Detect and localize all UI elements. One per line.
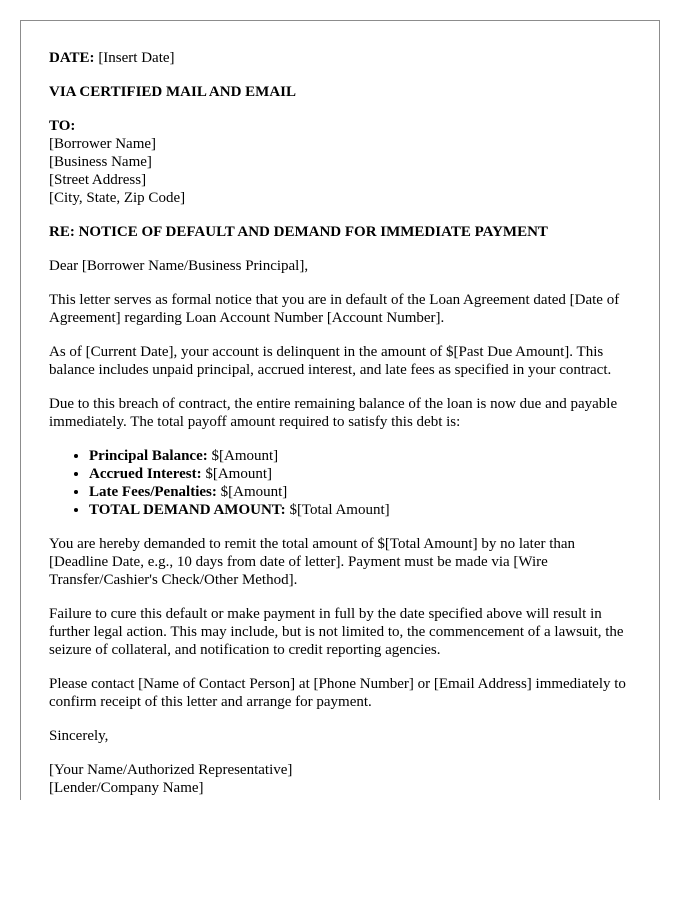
paragraph-consequences: Failure to cure this default or make payment in full by the date specified above will result in further legal action. This may include, but is not limited to, the commencement of a lawsuit, the seizure of collateral, and notification to credit reporting agencies. [49,606,624,658]
list-item [89,465,631,483]
list-item [89,447,631,465]
date-label: DATE: [49,50,95,66]
paragraph-contact: Please contact [Name of Contact Person] at [Phone Number] or [Email Address] immediately to confirm receipt of this letter and arrange for payment. [49,676,626,710]
signer-company: [Lender/Company Name] [49,780,204,796]
subject-text: RE: NOTICE OF DEFAULT AND DEMAND FOR IMMEDIATE PAYMENT [49,224,548,240]
letter-body [21,21,659,797]
breakdown-value: $[Amount] [216,484,288,500]
breakdown-value: $[Amount] [201,466,273,482]
paragraph-notice: This letter serves as formal notice that you are in default of the Loan Agreement dated [Date of Agreement] regarding Loan Account Number [Account Number]. [49,292,620,326]
paragraph-acceleration: Due to this breach of contract, the entire remaining balance of the loan is now due and payable immediately. The total payoff amount required to satisfy this debt is: [49,396,618,430]
to-label: TO: [49,118,76,134]
recipient-address-block [49,117,631,207]
delivery-method [49,83,631,101]
recipient-borrower-name: [Borrower Name] [49,136,157,152]
delivery-method-text: VIA CERTIFIED MAIL AND EMAIL [49,84,297,100]
date-line [49,49,631,67]
breakdown-label: Late Fees/Penalties: [89,484,217,500]
breakdown-label: Principal Balance: [89,448,208,464]
breakdown-value: $[Amount] [207,448,279,464]
salutation: Dear [Borrower Name/Business Principal], [49,258,309,274]
valediction: Sincerely, [49,728,109,744]
letter-page [20,20,660,800]
signer-name: [Your Name/Authorized Representative] [49,762,293,778]
subject-line [49,223,631,241]
payoff-breakdown-list [49,447,631,519]
breakdown-value: $[Total Amount] [285,502,390,518]
list-item [89,483,631,501]
recipient-street-address: [Street Address] [49,172,147,188]
recipient-business-name: [Business Name] [49,154,152,170]
list-item [89,501,631,519]
paragraph-demand: You are hereby demanded to remit the total amount of $[Total Amount] by no later than [Deadline Date, e.g., 10 days from date of letter]. Payment must be made via [Wire Transfer/Cashier's Check/Other Method]. [49,536,576,588]
date-value: [Insert Date] [94,50,175,66]
recipient-city-state-zip: [City, State, Zip Code] [49,190,186,206]
breakdown-label: Accrued Interest: [89,466,202,482]
signature-block [49,761,631,797]
paragraph-delinquency: As of [Current Date], your account is delinquent in the amount of $[Past Due Amount]. This balance includes unpaid principal, accrued interest, and late fees as specified in your contract. [49,344,612,378]
breakdown-label: TOTAL DEMAND AMOUNT: [89,502,286,518]
